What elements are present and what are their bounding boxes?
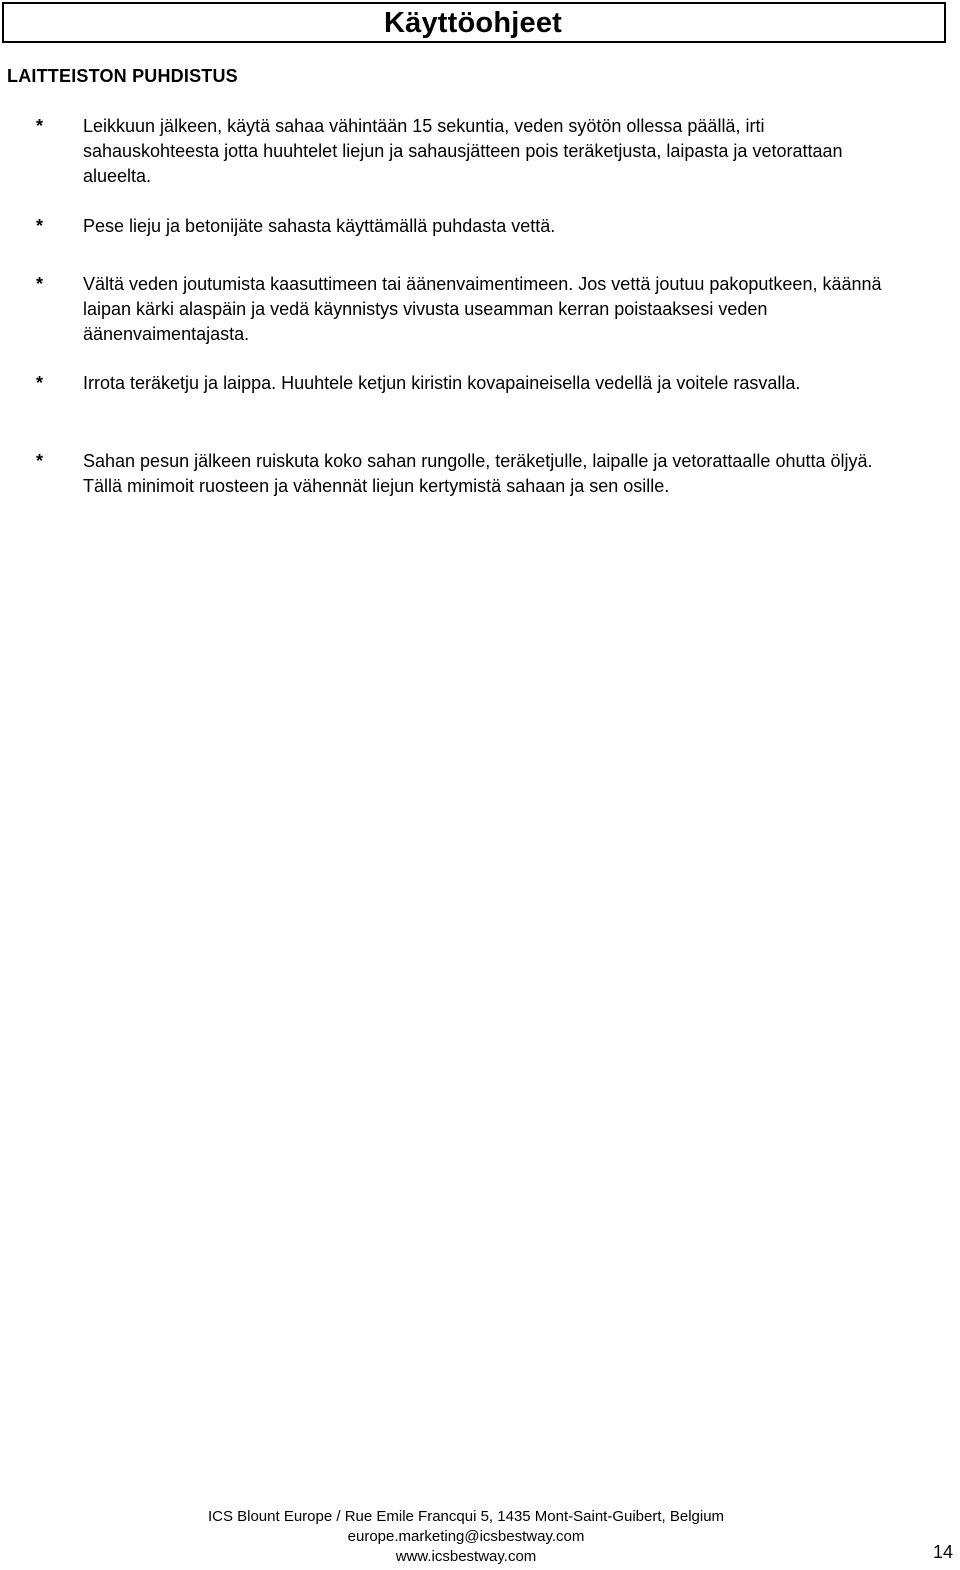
list-item-text: Vältä veden joutumista kaasuttimeen tai äänenvaimentimeen. Jos vettä joutuu pakoputkeen, käännä laipan kärki alaspäin ja vedä käynnistys vivusta useamman kerran poistaaksesi veden äänenvaimentajasta. (83, 274, 882, 344)
title-box (2, 2, 946, 43)
bullet-asterisk: * (36, 216, 44, 236)
bullet-asterisk: * (36, 274, 44, 294)
section-heading: LAITTEISTON PUHDISTUS (7, 66, 238, 86)
footer-address: ICS Blount Europe / Rue Emile Francqui 5, 1435 Mont-Saint-Guibert, Belgium (207, 1508, 725, 1525)
page-title: Käyttöohjeet (384, 7, 563, 39)
footer-website[interactable]: www.icsbestway.com (395, 1548, 537, 1565)
footer-email[interactable]: europe.marketing@icsbestway.com (347, 1528, 585, 1545)
bullet-asterisk: * (36, 116, 44, 136)
list-item-text: Sahan pesun jälkeen ruiskuta koko sahan rungolle, teräketjulle, laipalle ja vetorattaalle ohutta öljyä. Tällä minimoit ruosteen ja vähennät liejun kertymistä sahaan ja sen osille. (83, 451, 873, 496)
list-item-text: Pese lieju ja betonijäte sahasta käyttämällä puhdasta vettä. (83, 216, 556, 236)
list-item-text: Leikkuun jälkeen, käytä sahaa vähintään 15 sekuntia, veden syötön ollessa päällä, irti sahauskohteesta jotta huuhtelet liejun ja sahausjätteen pois teräketjusta, laipasta ja vetorattaan alueelta. (83, 116, 843, 186)
page-number: 14 (933, 1542, 954, 1562)
bullet-asterisk: * (36, 373, 44, 393)
list-item-text: Irrota teräketju ja laippa. Huuhtele ketjun kiristin kovapaineisella vedellä ja voitele rasvalla. (83, 373, 801, 393)
bullet-asterisk: * (36, 451, 44, 471)
